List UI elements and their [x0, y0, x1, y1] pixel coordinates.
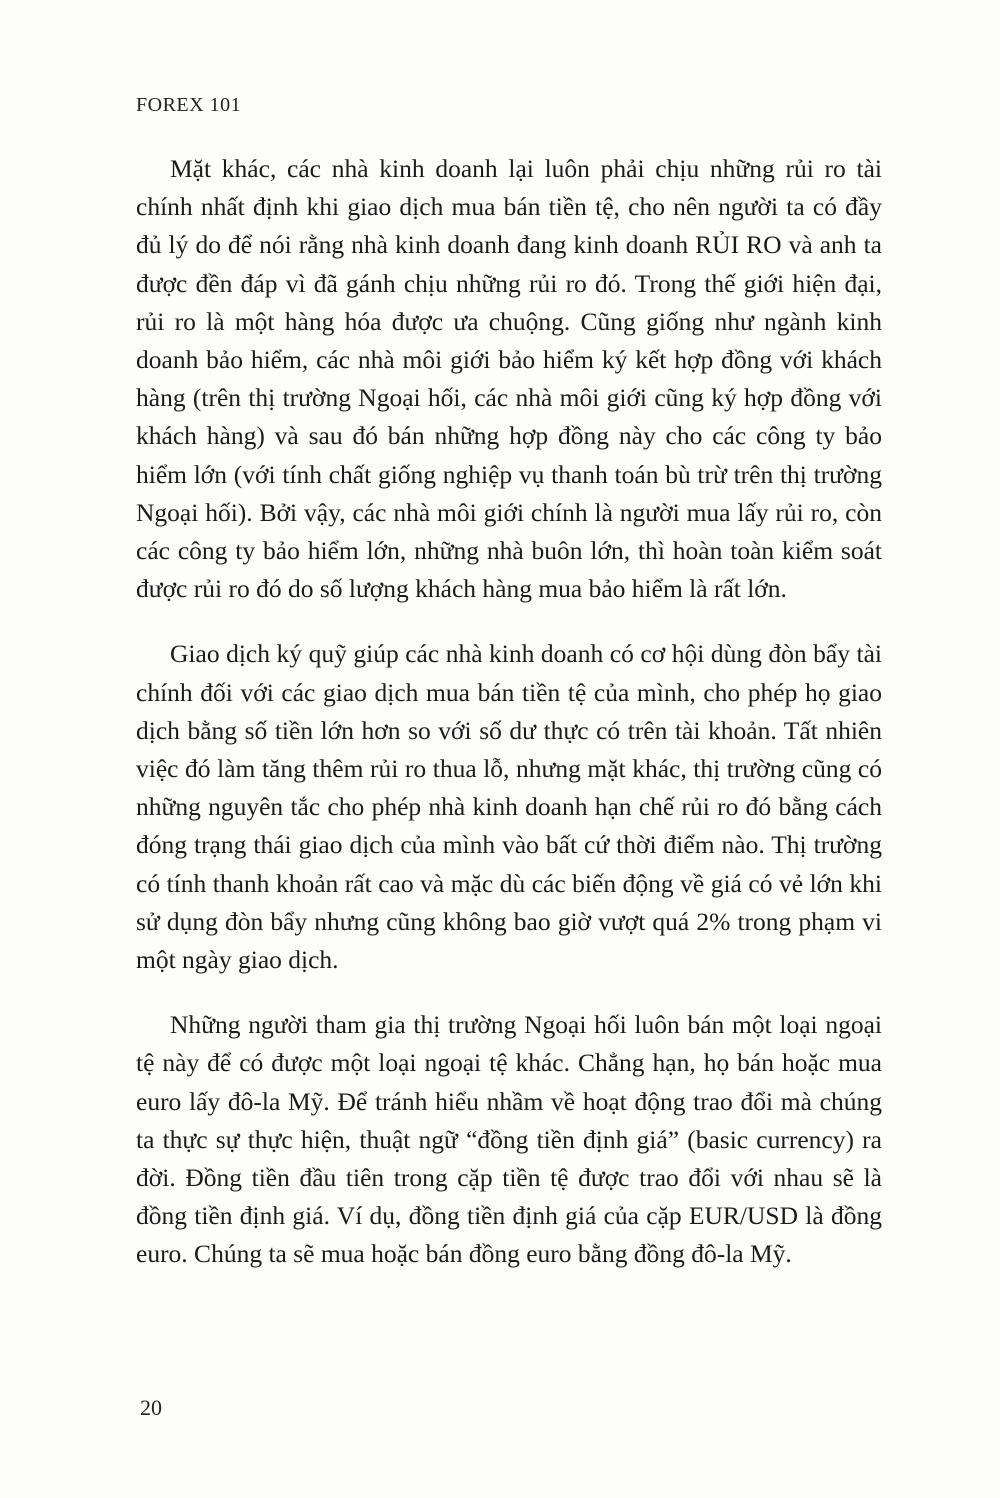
running-title: FOREX 101	[136, 94, 242, 116]
page-number: 20	[140, 1395, 162, 1420]
body-text	[136, 150, 882, 1301]
paragraph-3: Những người tham gia thị trường Ngoại hối luôn bán một loại ngoại tệ này để có được một loại ngoại tệ khác. Chẳng hạn, họ bán hoặc mua euro lấy đô-la Mỹ. Để tránh hiểu nhầm về hoạt động trao đổi mà chúng ta thực sự thực hiện, thuật ngữ “đồng tiền định giá” (basic currency) ra đời. Đồng tiền đầu tiên trong cặp tiền tệ được trao đổi với nhau sẽ là đồng tiền định giá. Ví dụ, đồng tiền định giá của cặp EUR/USD là đồng euro. Chúng ta sẽ mua hoặc bán đồng euro bằng đồng đô-la Mỹ.	[136, 1010, 882, 1269]
paragraph-2: Giao dịch ký quỹ giúp các nhà kinh doanh có cơ hội dùng đòn bẩy tài chính đối với các giao dịch mua bán tiền tệ của mình, cho phép họ giao dịch bằng số tiền lớn hơn so với số dư thực có trên tài khoản. Tất nhiên việc đó làm tăng thêm rủi ro thua lỗ, nhưng mặt khác, thị trường cũng có những nguyên tắc cho phép nhà kinh doanh hạn chế rủi ro đó bằng cách đóng trạng thái giao dịch của mình vào bất cứ thời điểm nào. Thị trường có tính thanh khoản rất cao và mặc dù các biến động về giá có vẻ lớn khi sử dụng đòn bẩy nhưng cũng không bao giờ vượt quá 2% trong phạm vi một ngày giao dịch.	[136, 639, 882, 975]
paragraph-1: Mặt khác, các nhà kinh doanh lại luôn phải chịu những rủi ro tài chính nhất định khi giao dịch mua bán tiền tệ, cho nên người ta có đầy đủ lý do để nói rằng nhà kinh doanh đang kinh doanh RỦI RO và anh ta được đền đáp vì đã gánh chịu những rủi ro đó. Trong thế giới hiện đại, rủi ro là một hàng hóa được ưa chuộng. Cũng giống như ngành kinh doanh bảo hiểm, các nhà môi giới bảo hiểm ký kết hợp đồng với khách hàng (trên thị trường Ngoại hối, các nhà môi giới cũng ký hợp đồng với khách hàng) và sau đó bán những hợp đồng này cho các công ty bảo hiểm lớn (với tính chất giống nghiệp vụ thanh toán bù trừ trên thị trường Ngoại hối). Bởi vậy, các nhà môi giới chính là người mua lấy rủi ro, còn các công ty bảo hiểm lớn, những nhà buôn lớn, thì hoàn toàn kiểm soát được rủi ro đó do số lượng khách hàng mua bảo hiểm là rất lớn.	[136, 154, 882, 604]
